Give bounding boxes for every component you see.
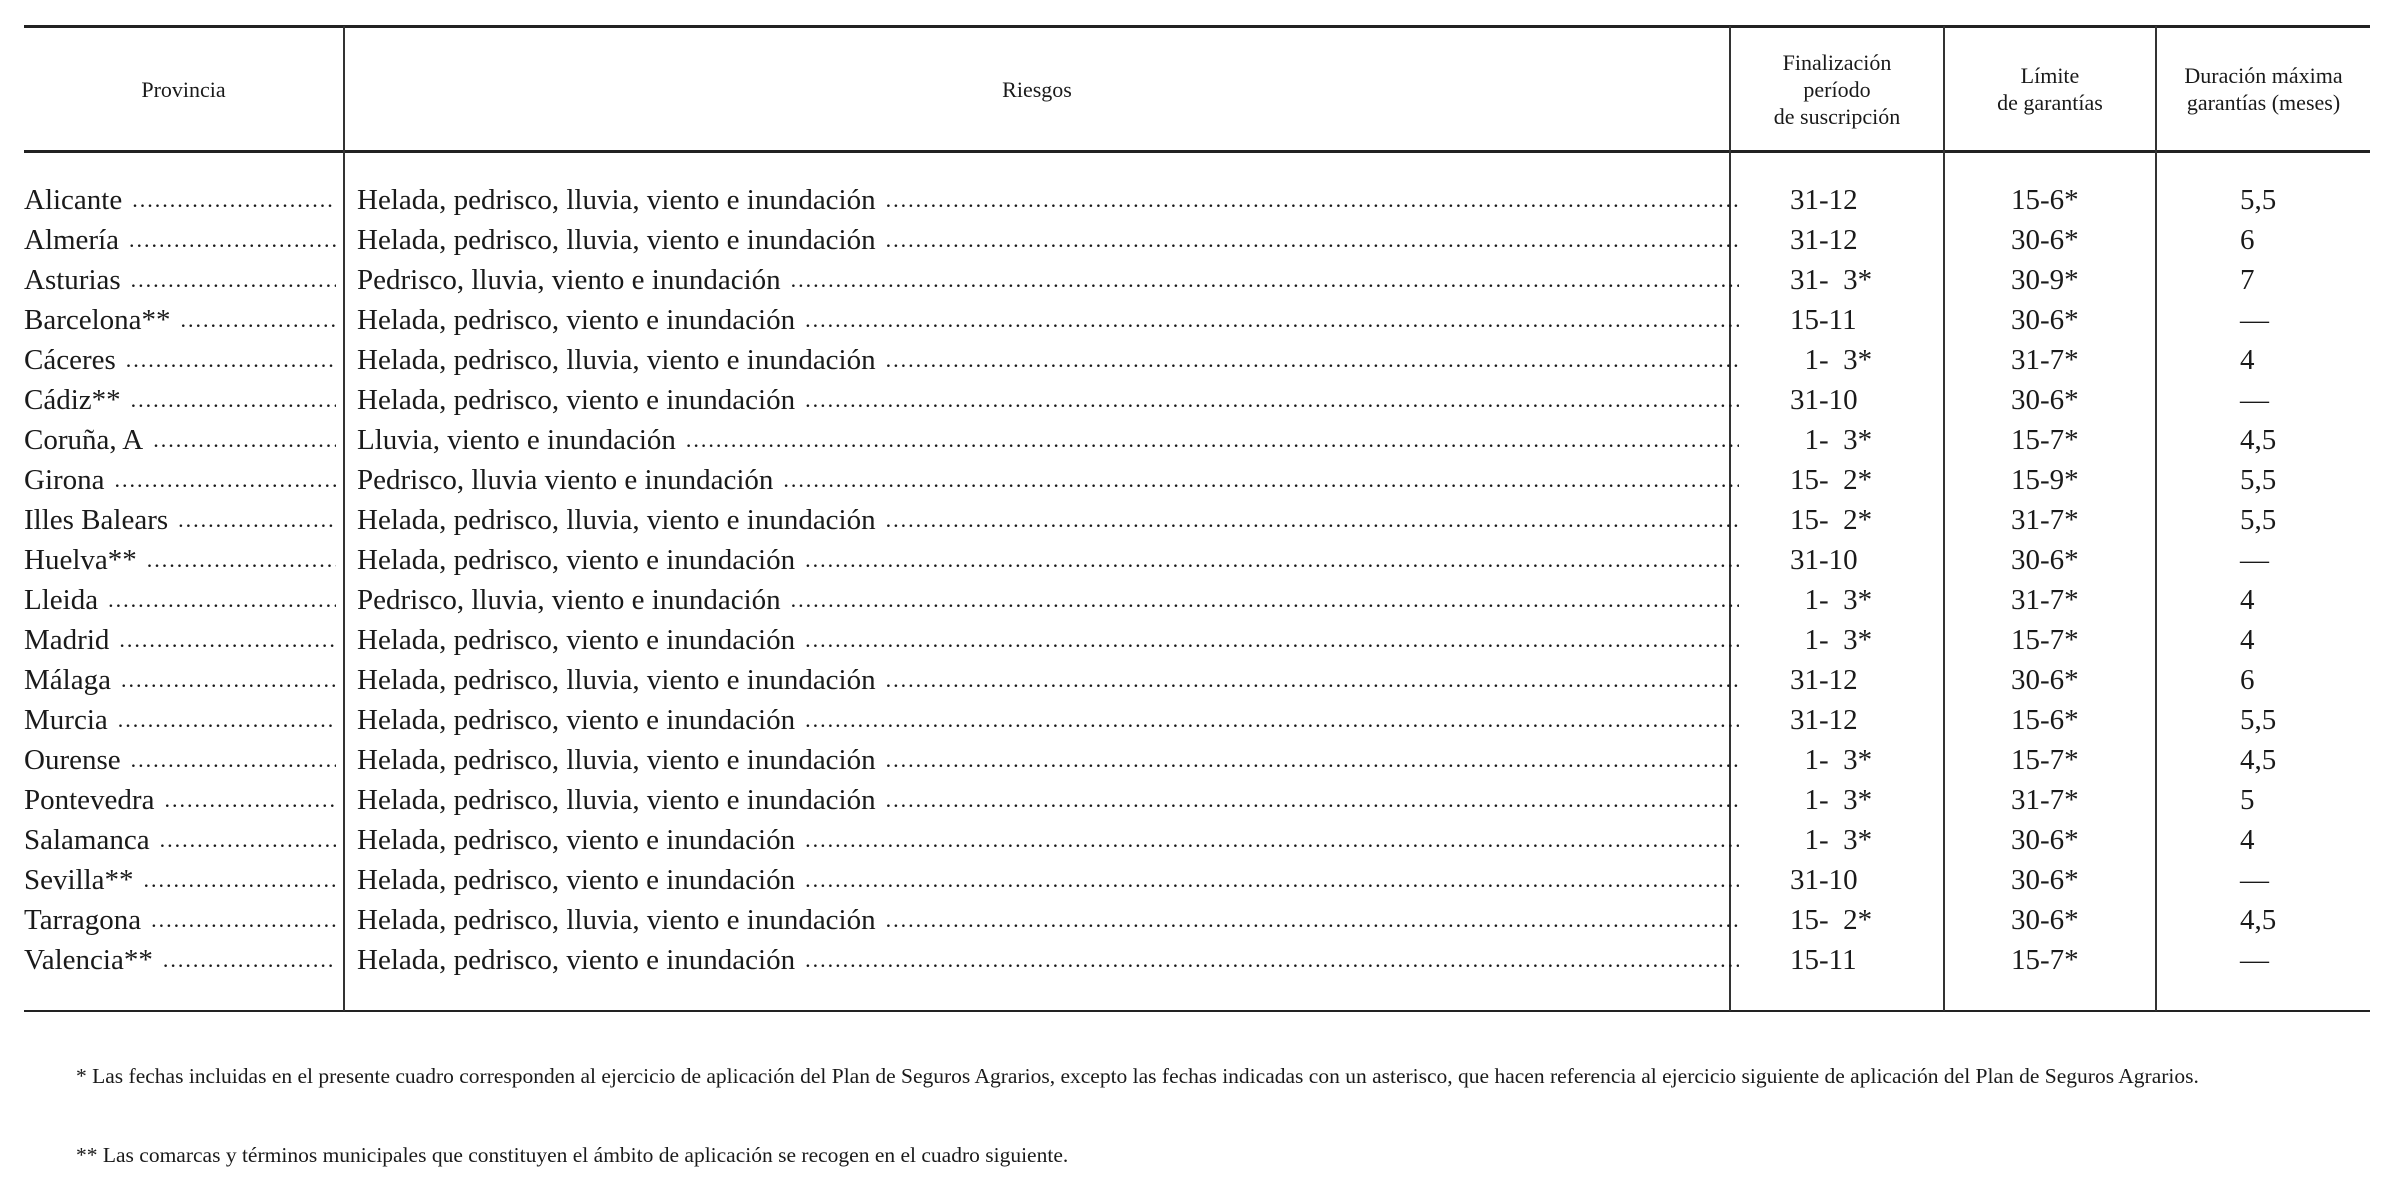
- provincia-text: Madrid: [24, 624, 110, 656]
- cell-riesgos: [357, 860, 1739, 900]
- cell-limite: 15-6*: [2011, 184, 2079, 216]
- table-row: [24, 420, 2370, 460]
- cell-finalizacion: 31-10: [1790, 544, 1858, 576]
- provincia-text: Cádiz**: [24, 384, 121, 416]
- cell-provincia: [24, 500, 336, 540]
- cell-riesgos: [357, 180, 1739, 220]
- cell-duracion: 4,5: [2240, 424, 2277, 456]
- cell-provincia: [24, 300, 336, 340]
- cell-provincia: [24, 740, 336, 780]
- cell-duracion: —: [2240, 384, 2269, 416]
- cell-provincia: [24, 220, 336, 260]
- dot-leader: [791, 580, 1739, 620]
- cell-duracion: 4,5: [2240, 744, 2277, 776]
- cell-riesgos: [357, 580, 1739, 620]
- dot-leader: [805, 380, 1739, 420]
- table-row: [24, 540, 2370, 580]
- riesgos-text: Pedrisco, lluvia, viento e inundación: [357, 264, 781, 296]
- table-row: [24, 500, 2370, 540]
- footnote-2: ** Las comarcas y términos municipales que constituyen el ámbito de aplicación se recogen en el cuadro siguiente.: [76, 1143, 1069, 1167]
- cell-provincia: [24, 940, 336, 980]
- dot-leader: [886, 180, 1739, 220]
- riesgos-text: Helada, pedrisco, viento e inundación: [357, 624, 796, 656]
- header-label: período: [1803, 76, 1871, 102]
- header-label: garantías (meses): [2186, 90, 2341, 115]
- dot-leader: [178, 500, 336, 540]
- table-row: [24, 740, 2370, 780]
- table-row: [24, 900, 2370, 940]
- cell-limite: 15-6*: [2011, 704, 2079, 736]
- header-duracion: [2157, 28, 2370, 150]
- table-row: [24, 620, 2370, 660]
- cell-limite: 30-6*: [2011, 904, 2079, 936]
- riesgos-text: Helada, pedrisco, viento e inundación: [357, 824, 796, 856]
- provincia-text: Lleida: [24, 584, 99, 616]
- cell-duracion: 5,5: [2240, 504, 2277, 536]
- cell-duracion: 5,5: [2240, 704, 2277, 736]
- cell-finalizacion: 1- 3*: [1790, 584, 1873, 616]
- table-row: [24, 460, 2370, 500]
- cell-duracion: 5,5: [2240, 464, 2277, 496]
- cell-provincia: [24, 660, 336, 700]
- cell-limite: 15-7*: [2011, 744, 2079, 776]
- cell-finalizacion: 15- 2*: [1790, 504, 1873, 536]
- cell-finalizacion: 1- 3*: [1790, 424, 1873, 456]
- riesgos-text: Helada, pedrisco, viento e inundación: [357, 944, 796, 976]
- cell-riesgos: [357, 740, 1739, 780]
- cell-limite: 15-7*: [2011, 424, 2079, 456]
- header-label: de suscripción: [1773, 103, 1901, 129]
- header-label: Riesgos: [1002, 76, 1072, 102]
- provincia-text: Ourense: [24, 744, 121, 776]
- riesgos-text: Helada, pedrisco, lluvia, viento e inundación: [357, 344, 876, 376]
- dot-leader: [132, 180, 336, 220]
- cell-finalizacion: 1- 3*: [1790, 744, 1873, 776]
- cell-limite: 31-7*: [2011, 504, 2079, 536]
- dot-leader: [181, 300, 336, 340]
- cell-riesgos: [357, 780, 1739, 820]
- cell-riesgos: [357, 940, 1739, 980]
- riesgos-text: Pedrisco, lluvia, viento e inundación: [357, 584, 781, 616]
- cell-finalizacion: 15- 2*: [1790, 904, 1873, 936]
- footnote-1: * Las fechas incluidas en el presente cuadro corresponden al ejercicio de aplicación del Plan de Seguros Agrarios, excepto las fechas indicadas con un asterisco, que hacen referencia al ejercicio siguiente de aplicación del Plan de Seguros Agrarios.: [76, 1064, 2199, 1088]
- dot-leader: [805, 620, 1739, 660]
- cell-limite: 31-7*: [2011, 344, 2079, 376]
- cell-limite: 15-7*: [2011, 944, 2079, 976]
- riesgos-text: Helada, pedrisco, lluvia, viento e inundación: [357, 184, 876, 216]
- cell-riesgos: [357, 700, 1739, 740]
- cell-provincia: [24, 820, 336, 860]
- cell-duracion: 6: [2240, 224, 2255, 256]
- cell-limite: 30-9*: [2011, 264, 2079, 296]
- table-row: [24, 660, 2370, 700]
- cell-riesgos: [357, 900, 1739, 940]
- table-bottom-rule: [24, 1010, 2370, 1012]
- provincia-text: Barcelona**: [24, 304, 171, 336]
- cell-finalizacion: 31-12: [1790, 704, 1858, 736]
- cell-provincia: [24, 860, 336, 900]
- cell-limite: 30-6*: [2011, 664, 2079, 696]
- cell-riesgos: [357, 620, 1739, 660]
- provincia-text: Málaga: [24, 664, 111, 696]
- cell-finalizacion: 1- 3*: [1790, 344, 1873, 376]
- cell-duracion: 5,5: [2240, 184, 2277, 216]
- header-bottom-rule: [24, 150, 2370, 153]
- header-label: Finalización: [1782, 49, 1892, 75]
- cell-riesgos: [357, 460, 1739, 500]
- cell-provincia: [24, 460, 336, 500]
- provincia-text: Murcia: [24, 704, 108, 736]
- dot-leader: [783, 460, 1739, 500]
- header-label: Límite: [2020, 63, 2080, 88]
- dot-leader: [805, 940, 1739, 980]
- dot-leader: [805, 860, 1739, 900]
- cell-riesgos: [357, 540, 1739, 580]
- provincia-text: Almería: [24, 224, 120, 256]
- dot-leader: [886, 900, 1739, 940]
- header-provincia: [24, 28, 343, 150]
- cell-riesgos: [357, 340, 1739, 380]
- riesgos-text: Helada, pedrisco, viento e inundación: [357, 544, 796, 576]
- dot-leader: [805, 820, 1739, 860]
- riesgos-text: Helada, pedrisco, lluvia, viento e inundación: [357, 664, 876, 696]
- dot-leader: [131, 740, 336, 780]
- cell-finalizacion: 31-12: [1790, 184, 1858, 216]
- cell-provincia: [24, 900, 336, 940]
- dot-leader: [805, 540, 1739, 580]
- riesgos-text: Helada, pedrisco, lluvia, viento e inundación: [357, 224, 876, 256]
- provincia-text: Tarragona: [24, 904, 142, 936]
- dot-leader: [163, 940, 336, 980]
- header-finalizacion: [1731, 28, 1943, 150]
- dot-leader: [118, 700, 336, 740]
- provincia-text: Girona: [24, 464, 105, 496]
- dot-leader: [131, 380, 336, 420]
- cell-limite: 30-6*: [2011, 824, 2079, 856]
- dot-leader: [129, 220, 336, 260]
- header-label: Duración máxima: [2184, 63, 2343, 88]
- cell-duracion: 4: [2240, 824, 2255, 856]
- dot-leader: [886, 220, 1739, 260]
- cell-duracion: 4: [2240, 344, 2255, 376]
- cell-provincia: [24, 700, 336, 740]
- cell-limite: 30-6*: [2011, 544, 2079, 576]
- dot-leader: [119, 620, 336, 660]
- provincia-text: Sevilla**: [24, 864, 134, 896]
- cell-finalizacion: 31-12: [1790, 664, 1858, 696]
- table-row: [24, 180, 2370, 220]
- cell-provincia: [24, 260, 336, 300]
- dot-leader: [121, 660, 336, 700]
- dot-leader: [108, 580, 336, 620]
- cell-finalizacion: 15- 2*: [1790, 464, 1873, 496]
- dot-leader: [886, 340, 1739, 380]
- dot-leader: [886, 500, 1739, 540]
- table-row: [24, 380, 2370, 420]
- cell-finalizacion: 1- 3*: [1790, 824, 1873, 856]
- cell-provincia: [24, 580, 336, 620]
- cell-finalizacion: 1- 3*: [1790, 624, 1873, 656]
- dot-leader: [886, 780, 1739, 820]
- riesgos-text: Helada, pedrisco, viento e inundación: [357, 864, 796, 896]
- cell-finalizacion: 31-10: [1790, 384, 1858, 416]
- table-row: [24, 300, 2370, 340]
- cell-duracion: 4: [2240, 624, 2255, 656]
- cell-provincia: [24, 780, 336, 820]
- cell-limite: 31-7*: [2011, 784, 2079, 816]
- provincia-text: Illes Balears: [24, 504, 169, 536]
- dot-leader: [805, 700, 1739, 740]
- provincia-text: Coruña, A: [24, 424, 144, 456]
- cell-riesgos: [357, 380, 1739, 420]
- dot-leader: [115, 460, 336, 500]
- cell-riesgos: [357, 260, 1739, 300]
- dot-leader: [160, 820, 336, 860]
- cell-provincia: [24, 380, 336, 420]
- cell-limite: 30-6*: [2011, 864, 2079, 896]
- riesgos-text: Helada, pedrisco, viento e inundación: [357, 384, 796, 416]
- riesgos-text: Helada, pedrisco, lluvia, viento e inundación: [357, 784, 876, 816]
- dot-leader: [144, 860, 336, 900]
- dot-leader: [164, 780, 336, 820]
- cell-provincia: [24, 340, 336, 380]
- cell-riesgos: [357, 820, 1739, 860]
- dot-leader: [886, 660, 1739, 700]
- riesgos-text: Helada, pedrisco, viento e inundación: [357, 704, 796, 736]
- dot-leader: [151, 900, 336, 940]
- header-limite: [1945, 28, 2155, 150]
- cell-limite: 15-7*: [2011, 624, 2079, 656]
- cell-provincia: [24, 420, 336, 460]
- cell-riesgos: [357, 500, 1739, 540]
- cell-limite: 30-6*: [2011, 384, 2079, 416]
- cell-limite: 15-9*: [2011, 464, 2079, 496]
- provincia-text: Salamanca: [24, 824, 150, 856]
- dot-leader: [153, 420, 336, 460]
- cell-provincia: [24, 180, 336, 220]
- cell-duracion: 4,5: [2240, 904, 2277, 936]
- cell-limite: 30-6*: [2011, 304, 2079, 336]
- riesgos-text: Helada, pedrisco, lluvia, viento e inundación: [357, 504, 876, 536]
- dot-leader: [131, 260, 336, 300]
- cell-riesgos: [357, 220, 1739, 260]
- cell-limite: 31-7*: [2011, 584, 2079, 616]
- dot-leader: [886, 740, 1739, 780]
- table-row: [24, 820, 2370, 860]
- provincia-text: Alicante: [24, 184, 123, 216]
- cell-provincia: [24, 540, 336, 580]
- cell-limite: 30-6*: [2011, 224, 2079, 256]
- table-row: [24, 940, 2370, 980]
- cell-duracion: —: [2240, 304, 2269, 336]
- table-row: [24, 780, 2370, 820]
- table-row: [24, 260, 2370, 300]
- dot-leader: [686, 420, 1739, 460]
- dot-leader: [147, 540, 336, 580]
- riesgos-text: Pedrisco, lluvia viento e inundación: [357, 464, 774, 496]
- header-label: de garantías: [1997, 90, 2103, 115]
- cell-duracion: 6: [2240, 664, 2255, 696]
- cell-finalizacion: 31-10: [1790, 864, 1858, 896]
- cell-duracion: 5: [2240, 784, 2255, 816]
- header-label: Provincia: [141, 76, 226, 102]
- riesgos-text: Helada, pedrisco, viento e inundación: [357, 304, 796, 336]
- dot-leader: [126, 340, 336, 380]
- provincia-text: Pontevedra: [24, 784, 155, 816]
- cell-duracion: —: [2240, 864, 2269, 896]
- table-row: [24, 220, 2370, 260]
- cell-provincia: [24, 620, 336, 660]
- cell-finalizacion: 15-11: [1790, 944, 1857, 976]
- cell-riesgos: [357, 300, 1739, 340]
- cell-finalizacion: 1- 3*: [1790, 784, 1873, 816]
- table-row: [24, 340, 2370, 380]
- cell-finalizacion: 15-11: [1790, 304, 1857, 336]
- provincia-text: Asturias: [24, 264, 121, 296]
- dot-leader: [791, 260, 1739, 300]
- cell-riesgos: [357, 660, 1739, 700]
- provincia-text: Cáceres: [24, 344, 116, 376]
- provincia-text: Huelva**: [24, 544, 137, 576]
- cell-duracion: —: [2240, 944, 2269, 976]
- table-row: [24, 860, 2370, 900]
- cell-finalizacion: 31-12: [1790, 224, 1858, 256]
- cell-duracion: 7: [2240, 264, 2255, 296]
- riesgos-text: Helada, pedrisco, lluvia, viento e inundación: [357, 744, 876, 776]
- header-riesgos: [345, 28, 1729, 150]
- provincia-text: Valencia**: [24, 944, 153, 976]
- dot-leader: [805, 300, 1739, 340]
- cell-riesgos: [357, 420, 1739, 460]
- riesgos-text: Lluvia, viento e inundación: [357, 424, 676, 456]
- cell-duracion: —: [2240, 544, 2269, 576]
- riesgos-text: Helada, pedrisco, lluvia, viento e inundación: [357, 904, 876, 936]
- cell-finalizacion: 31- 3*: [1790, 264, 1873, 296]
- table-row: [24, 580, 2370, 620]
- table-row: [24, 700, 2370, 740]
- cell-duracion: 4: [2240, 584, 2255, 616]
